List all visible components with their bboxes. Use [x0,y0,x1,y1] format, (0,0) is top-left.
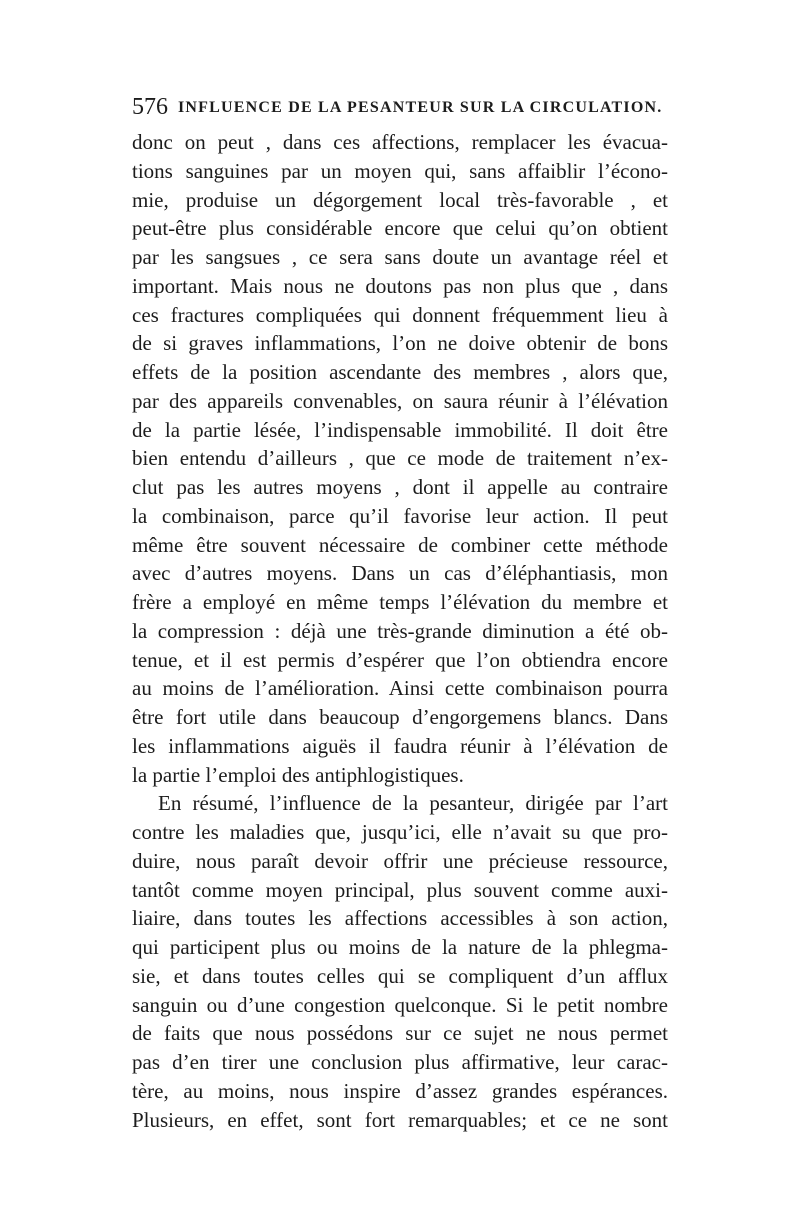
text-line: par des appareils convenables, on saura réunir à l’élévation [132,388,668,413]
text-line: ces fractures compliquées qui donnent fréquemment lieu à [132,302,668,327]
text-line: au moins de l’amélioration. Ainsi cette combinaison pourra [132,676,668,701]
text-line: bien entendu d’ailleurs , que ce mode de traitement n’ex- [132,446,668,471]
text-line: liaire, dans toutes les affections accessibles à son action, [132,906,668,931]
text-line: peut-être plus considérable encore que celui qu’on obtient [132,216,668,241]
text-line: être fort utile dans beaucoup d’engorgemens blancs. Dans [132,705,668,729]
running-head [132,92,672,122]
text-line: frère a employé en même temps l’élévation du membre et [132,590,668,614]
text-line: sanguin ou d’une congestion quelconque. Si le petit nombre [132,992,668,1017]
text-line: effets de la position ascendante des membres , alors que, [132,360,668,384]
text-line: la combinaison, parce qu’il favorise leur action. Il peut [132,503,668,528]
text-line: de faits que nous possédons sur ce sujet ne nous permet [132,1021,668,1046]
text-line: clut pas les autres moyens , dont il appelle au contraire [132,475,668,499]
text-line: par les sangsues , ce sera sans doute un avantage réel et [132,245,668,269]
text-line: qui participent plus ou moins de la nature de la phlegma- [132,935,668,959]
text-line: de la partie lésée, l’indispensable immobilité. Il doit être [132,417,668,442]
page-number: 576 [132,94,168,120]
text-line: En résumé, l’influence de la pesanteur, dirigée par l’art [158,791,668,816]
text-line: de si graves inflammations, l’on ne doive obtenir de bons [132,331,668,356]
text-line: important. Mais nous ne doutons pas non plus que , dans [132,273,668,298]
text-line: tère, au moins, nous inspire d’assez grandes espérances. [132,1078,668,1103]
text-line: la compression : déjà une très-grande diminution a été ob- [132,618,668,643]
text-line: avec d’autres moyens. Dans un cas d’éléphantiasis, mon [132,561,668,586]
text-line: tenue, et il est permis d’espérer que l’on obtiendra encore [132,647,668,672]
text-line: tantôt comme moyen principal, plus souvent comme auxi- [132,877,668,902]
text-line: même être souvent nécessaire de combiner cette méthode [132,532,668,557]
text-line: pas d’en tirer une conclusion plus affirmative, leur carac- [132,1050,668,1074]
text-line: Plusieurs, en effet, sont fort remarquables; et ce ne sont [132,1107,668,1132]
text-line: contre les maladies que, jusqu’ici, elle n’avait su que pro- [132,820,668,844]
running-title: INFLUENCE DE LA PESANTEUR SUR LA CIRCULATION. [178,99,663,116]
text-line: les inflammations aiguës il faudra réunir à l’élévation de [132,733,668,758]
text-line: duire, nous paraît devoir offrir une précieuse ressource, [132,848,668,873]
text-line: mie, produise un dégorgement local très-favorable , et [132,187,668,212]
body-text [132,128,668,1134]
text-line: tions sanguines par un moyen qui, sans affaiblir l’écono- [132,158,668,183]
text-line: donc on peut , dans ces affections, remplacer les évacua- [132,130,668,154]
text-line: la partie l’emploi des antiphlogistiques. [132,762,464,787]
text-line: sie, et dans toutes celles qui se compliquent d’un afflux [132,963,668,988]
